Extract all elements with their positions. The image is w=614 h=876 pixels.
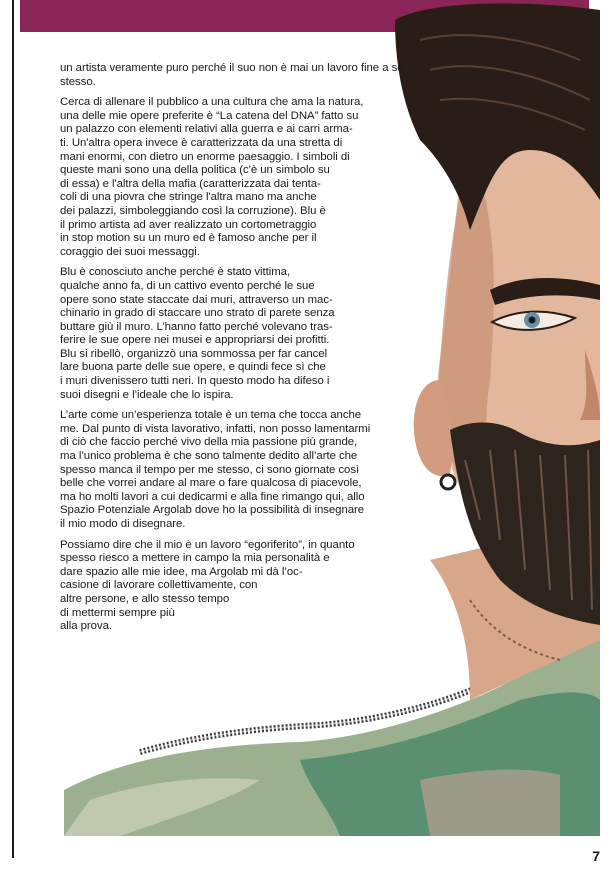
text-line: suoi disegni e l’ideale che lo ispira. xyxy=(60,388,234,401)
text-line: in stop motion su un muro ed è famoso anche per il xyxy=(60,232,317,245)
text-line: dei palazzi, simboleggiando così la corruzione). Blu è xyxy=(60,204,326,217)
text-line: i muri divenissero tutti neri. In questo modo ha difeso i xyxy=(60,375,330,388)
text-line: casione di lavorare collettivamente, con xyxy=(60,579,258,592)
text-line: stesso. xyxy=(60,75,96,88)
article-text xyxy=(60,62,490,641)
text-line: L’arte come un’esperienza totale è un tema che tocca anche xyxy=(60,409,362,422)
text-line: queste mani sono una della politica (c'è un simbolo su xyxy=(60,164,330,177)
text-line: buttare giù il muro. L’hanno fatto perché volevano tras- xyxy=(60,320,333,333)
text-line: ma l’unico problema è che sono talmente dedito all’arte che xyxy=(60,450,358,463)
text-line: di mettermi sempre più xyxy=(60,606,175,619)
text-line: un artista veramente puro perché il suo non è mai un lavoro fine a sè xyxy=(60,62,404,74)
text-line: altre persone, e allo stesso tempo xyxy=(60,592,230,605)
text-line: coli di una piovra che stringe l'altra mano ma anche xyxy=(60,191,317,204)
text-line: qualche anno fa, di un cattivo evento perché le sue xyxy=(60,279,315,292)
text-line: dare spazio alle mie idee, ma Argolab mi dà l’oc- xyxy=(60,565,303,578)
text-line: ti. Un'altra opera invece è caratterizzata da una stretta di xyxy=(60,136,343,149)
text-line: ma ho molti lavori a cui dedicarmi e alla fine rimango qui, allo xyxy=(60,490,365,503)
text-line: chinario in grado di staccare uno strato di parete senza xyxy=(60,307,335,320)
text-line: di essa) e l'altra della mafia (caratterizzata dai tenta- xyxy=(60,177,321,190)
text-line: ferire le sue opere nei musei e appropriarsi dei profitti. xyxy=(60,334,330,347)
paragraph xyxy=(60,266,490,402)
paragraph xyxy=(60,62,490,89)
text-line: il mio modo di disegnare. xyxy=(60,518,186,530)
text-line: spesso manca il tempo per me stesso, ci sono giornate così xyxy=(60,463,360,476)
text-line: me. Dal punto di vista lavorativo, infatti, non posso lamentarmi xyxy=(60,422,371,435)
text-line: di ciò che faccio perché vivo della mia passione più grande, xyxy=(60,436,358,449)
text-line: Blu è conosciuto anche perché è stato vittima, xyxy=(60,266,291,279)
text-line: Spazio Potenziale Argolab dove ho la possibilità di insegnare xyxy=(60,504,365,517)
shirt-rose xyxy=(420,770,560,836)
text-line: spesso riesco a mettere in campo la mia personalità e xyxy=(60,552,330,565)
text-line: opere sono state staccate dai muri, attraverso un mac- xyxy=(60,293,333,306)
text-line: mani enormi, con dietro un enorme paesaggio. I simboli di xyxy=(60,150,350,163)
text-line: lare buona parte delle sue opere, e quindi fece sì che xyxy=(60,361,326,374)
text-line: belle che vorrei andare al mare o fare qualcosa di piacevole, xyxy=(60,477,362,490)
text-line: alla prova. xyxy=(60,620,113,633)
paragraph xyxy=(60,539,490,634)
text-line: Possiamo dire che il mio è un lavoro “egoriferito”, in quanto xyxy=(60,538,355,551)
text-line: una delle mie opere preferite è “La catena del DNA” fatto su xyxy=(60,109,359,122)
text-line: Blu si ribellò, organizzò una sommossa per far cancel xyxy=(60,347,328,360)
text-line: un palazzo con elementi relativi alla guerra e ai carri arma- xyxy=(60,123,353,136)
text-line: il primo artista ad aver realizzato un cortometraggio xyxy=(60,218,317,231)
text-line: Cerca di allenare il pubblico a una cultura che ama la natura, xyxy=(60,96,364,109)
page-number: 7 xyxy=(592,848,600,864)
paragraph xyxy=(60,409,490,531)
paragraph xyxy=(60,96,490,259)
text-line: coraggio dei suoi messaggi. xyxy=(60,245,200,258)
